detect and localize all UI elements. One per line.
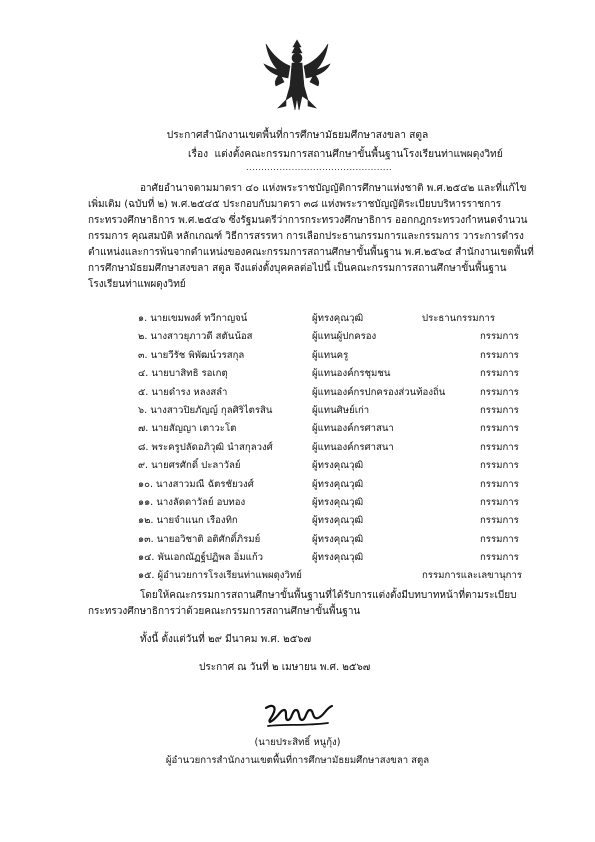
member-role: กรรมการ [480,423,519,435]
member-role: กรรมการ [480,552,519,564]
body-line: ตำแหน่งและการพ้นจากตำแหน่งของคณะกรรมการสถานศึกษาขั้นพื้นฐาน พ.ศ.๒๕๖๔ สำนักงานเขตพื้นที่ [88,247,534,258]
member-name: ๑๑. นางลัดดาวัลย์ อบทอง [138,496,246,508]
member-representative: ผู้แทนองค์กรปกครองส่วนท้องถิ่น [312,386,446,398]
body-line: เพิ่มเติม (ฉบับที่ ๒) พ.ศ.๒๕๔๕ ประกอบกับมาตรา ๓๘ แห่งพระราชบัญญัติระเบียบบริหารราชการ [88,199,502,210]
signatory-title: ผู้อำนวยการสำนักงานเขตพื้นที่การศึกษามัธยมศึกษาสงขลา สตูล [165,755,430,766]
member-name: ๔. นายบาสิทธิ รอเกตุ [138,368,228,380]
subject-text: แต่งตั้งคณะกรรมการสถานศึกษาขั้นพื้นฐานโรงเรียนท่าแพผดุงวิทย์ [214,149,503,160]
member-row [0,421,595,439]
dotted-separator: ................................................ [246,163,393,172]
member-role: กรรมการ [480,533,519,545]
announcement-title: ประกาศสำนักงานเขตพื้นที่การศึกษามัธยมศึกษาสงขลา สตูล [166,130,429,141]
member-role: กรรมการ [480,460,519,472]
member-row [0,348,595,366]
subject-line [188,146,503,162]
member-row [0,403,595,421]
body-line: กรรมการ คุณสมบัติ หลักเกณฑ์ วิธีการสรรหา การเลือกประธานกรรมการและกรรมการ วาระการดำรง [88,231,524,242]
member-role: กรรมการ [480,349,519,361]
member-representative: ผู้แทนองค์กรศาสนา [312,423,394,435]
member-representative: ผู้ทรงคุณวุฒิ [312,552,364,564]
members-list [0,311,595,587]
member-representative: ผู้แทนองค์กรศาสนา [312,441,394,453]
member-row [0,440,595,458]
member-row [0,532,595,550]
announcement-date: ประกาศ ณ วันที่ ๒ เมษายน พ.ศ. ๒๕๖๗ [199,662,371,673]
closing-line: โดยให้คณะกรรมการสถานศึกษาขั้นพื้นฐานที่ได้รับการแต่งตั้งมีบทบาทหน้าที่ตามระเบียบ [140,590,517,601]
body-line: กระทรวงศึกษาธิการ พ.ศ.๒๕๔๖ ซึ่งรัฐมนตรีว่าการกระทรวงศึกษาธิการ ออกกฎกระทรวงกำหนดจำนวน [88,215,528,226]
body-line: การศึกษามัธยมศึกษาสงขลา สตูล จึงแต่งตั้งบุคคลต่อไปนี้ เป็นคณะกรรมการสถานศึกษาขั้นพื้นฐาน [88,263,507,274]
member-row [0,550,595,568]
member-role: ประธานกรรมการ [422,313,495,324]
member-name: ๖. นางสาวปิยภัญญ์ กุลศิริไตรสิน [138,404,273,416]
member-role: กรรมการ [480,478,519,490]
member-row [0,513,595,531]
member-representative: ผู้แทนองค์กรชุมชน [312,368,391,380]
member-name: ๘. พระครูปลัดอภิวุฒิ นำสกุลวงศ์ [138,441,273,453]
member-name: ๑๒. นายจำแนก เรืองทิก [138,515,238,527]
member-name: ๗. นายสัญญา เตาวะโต [138,423,237,435]
member-representative: ผู้ทรงคุณวุฒิ [312,313,364,324]
member-row [0,385,595,403]
handwritten-signature [262,700,342,730]
member-row [0,311,595,329]
member-representative: ผู้ทรงคุณวุฒิ [312,478,364,490]
member-role: กรรมการ [480,368,519,380]
member-role: กรรมการ [480,496,519,508]
member-role: กรรมการ [480,515,519,527]
member-role: กรรมการ [480,331,519,343]
member-representative: ผู้แทนศิษย์เก่า [312,404,370,416]
member-role: กรรมการ [480,404,519,416]
body-line: อาศัยอำนาจตามมาตรา ๔๐ แห่งพระราชบัญญัติการศึกษาแห่งชาติ พ.ศ.๒๕๔๒ และที่แก้ไข [140,183,527,194]
body-line: โรงเรียนท่าแพผดุงวิทย์ [88,279,186,290]
member-row [0,477,595,495]
member-name: ๓. นายวีรัช พิพัฒน์วรสกุล [138,349,245,361]
member-role: กรรมการ [480,441,519,453]
member-representative: ผู้แทนครู [312,349,349,361]
member-representative: ผู้ทรงคุณวุฒิ [312,515,364,527]
member-row [0,366,595,384]
member-name: ๕. นายดำรง หลงสลำ [138,386,228,398]
subject-label: เรื่อง [188,149,209,160]
signatory-name: (นายประสิทธิ์ หนูกุ้ง) [254,737,341,748]
member-name: ๑๐. นางสาวมณี ฉัตรชัยวงศ์ [138,478,254,490]
member-row [0,458,595,476]
member-name: ๑๔. พันเอกณัฏฐ์ปฏิพล อิ่มแก้ว [138,552,264,564]
garuda-emblem-icon [262,38,332,118]
member-role: กรรมการและเลขานุการ [422,570,523,582]
closing-line: กระทรวงศึกษาธิการว่าด้วยคณะกรรมการสถานศึกษาขั้นพื้นฐาน [88,606,361,617]
effective-date: ทั้งนี้ ตั้งแต่วันที่ ๒๙ มีนาคม พ.ศ. ๒๕๖๗ [140,634,312,645]
member-representative: ผู้ทรงคุณวุฒิ [312,460,364,472]
member-representative: ผู้แทนผู้ปกครอง [312,331,377,343]
member-row [0,568,595,586]
member-representative: ผู้ทรงคุณวุฒิ [312,496,364,508]
member-role: กรรมการ [480,386,519,398]
member-name: ๒. นางสาวยุภาวดี สตันน้อส [138,331,253,343]
member-name: ๑๓. นายอวิชาติ อติศักดิ์ภิรมย์ [138,533,261,545]
member-row [0,495,595,513]
member-name: ๑. นายเขมพงศ์ ทวีกาญจน์ [138,313,248,324]
member-name: ๙. นายศรศักดิ์ ปะลาวัลย์ [138,460,241,472]
member-row [0,329,595,347]
member-representative: ผู้ทรงคุณวุฒิ [312,533,364,545]
member-name: ๑๕. ผู้อำนวยการโรงเรียนท่าแพผดุงวิทย์ [138,570,302,582]
